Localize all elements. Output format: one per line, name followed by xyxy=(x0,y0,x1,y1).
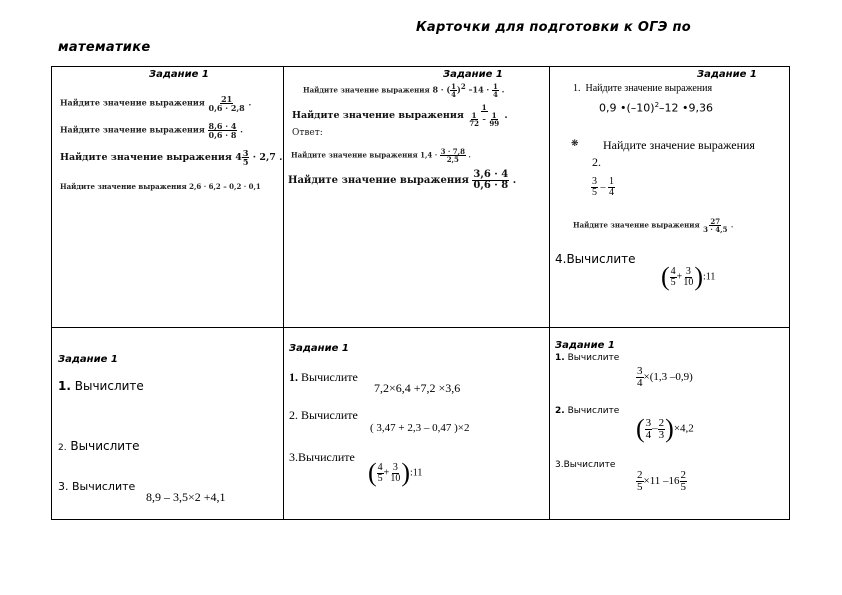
fraction: $\frac{4}{5}$ xyxy=(377,461,383,484)
task-text: Найдите значение выражения xyxy=(573,220,700,230)
card-3-task-2-expression: $\frac{3}{5}$ – $\frac{1}{4}$ xyxy=(592,176,614,198)
card-5-item-2-expression: ( 3,47 + 2,3 – 0,47 )×2 xyxy=(370,422,470,434)
card-6-item-3: 3.Вычислите xyxy=(555,460,616,470)
card-5-item-1: 1. Вычислите xyxy=(289,370,358,384)
fraction: $\frac{21}{0,6 \cdot 2,8}$ xyxy=(208,94,245,113)
fraction: $\frac{3}{5}$ xyxy=(592,176,597,198)
fraction: $\frac{1}{4}$ xyxy=(493,82,498,100)
card-3-header: Задание 1 xyxy=(697,69,757,80)
card-3-task-4-expression: ( $\frac{4}{5}$ + $\frac{3}{10}$ ):11 xyxy=(661,262,716,291)
page-title-line-1: Карточки для подготовки к ОГЭ по xyxy=(416,20,691,35)
card-6-item-2-expression: ( $\frac{3}{4}$ – $\frac{2}{3}$ )×4,2 xyxy=(636,414,694,443)
task-text: Найдите значение выражения xyxy=(60,152,232,163)
fraction: $\frac{3}{10}$ xyxy=(683,265,694,288)
card-4-item-3: 3. Вычислите xyxy=(58,480,136,493)
complex-fraction: 1 $\frac{1}{72}$ – $\frac{1}{99}$ xyxy=(469,103,500,128)
card-1-task-2: Найдите значение выражения $\frac{8,6 \cdot 4}{0,6 \cdot 8}$ . xyxy=(60,121,243,140)
cards-table xyxy=(51,66,790,520)
page-title-line-2: математике xyxy=(58,40,151,55)
task-text: Найдите значение выражения xyxy=(291,150,418,160)
card-4-item-2: 2. Вычислите xyxy=(58,439,140,453)
card-3-task-1: 1. Найдите значение выражения xyxy=(573,83,713,94)
card-2-task-2: Найдите значение выражения 1 $\frac{1}{72}$ – $\frac{1}{99}$ . xyxy=(292,103,508,128)
card-4-item-1: 1. Вычислите xyxy=(58,379,144,393)
fraction: $\frac{8,6 \cdot 4}{0,6 \cdot 8}$ xyxy=(208,121,237,140)
card-2-header: Задание 1 xyxy=(443,69,503,80)
fraction: $\frac{3,6 \cdot 4}{0,6 \cdot 8}$ xyxy=(473,169,509,191)
card-3-bullet-icon: ❋ xyxy=(571,139,579,149)
card-6-header: Задание 1 xyxy=(555,340,615,351)
card-6-item-2: 2. Вычислите xyxy=(555,406,620,416)
task-text: Найдите значение выражения xyxy=(292,110,464,121)
fraction: $\frac{3}{4}$ xyxy=(637,365,643,389)
table-border-bottom xyxy=(51,519,790,520)
fraction: $\frac{2}{3}$ xyxy=(658,416,665,441)
table-divider-1 xyxy=(283,66,284,520)
card-5-item-1-expression: 7,2×6,4 +7,2 ×3,6 xyxy=(374,381,461,395)
card-4-item-3-expression: 8,9 – 3,5×2 +4,1 xyxy=(146,490,226,504)
card-5-item-3-expression: ( $\frac{4}{5}$ + $\frac{3}{10}$ ):11 xyxy=(368,458,423,487)
fraction: $\frac{2}{5}$ xyxy=(637,469,643,493)
table-row-divider xyxy=(51,327,790,328)
fraction: $\frac{2}{5}$ xyxy=(680,469,687,493)
card-3-task-1-expression: 0,9 $•(-10)^2-12$ •9,36 xyxy=(599,101,714,115)
card-6-item-1: 1. Вычислите xyxy=(555,353,620,363)
task-text: Найдите значение выражения xyxy=(288,175,469,186)
table-border-left xyxy=(51,66,52,520)
card-6-item-1-expression: $\frac{3}{4}$ ×(1,3 –0,9) xyxy=(637,365,693,389)
card-2-task-1: Найдите значение выражения 8 · ( $\frac{1}{4}$ )$^2$ –14 · $\frac{1}{4}$ . xyxy=(303,82,505,100)
whole-part: 4 xyxy=(235,152,242,163)
task-text: Найдите значение выражения xyxy=(585,83,713,94)
task-text: Найдите значение выражения xyxy=(303,85,430,95)
fraction: $\frac{1}{4}$ xyxy=(609,176,614,198)
fraction: $\frac{3 \cdot 7,8}{2,5}$ xyxy=(440,147,465,164)
fraction: $\frac{3}{5}$ xyxy=(242,148,249,167)
expression: 2,6 · 6,2 – 0,2 · 0,1 xyxy=(189,182,261,191)
table-divider-2 xyxy=(549,66,550,520)
card-1-task-3 xyxy=(60,149,282,166)
expression-tail: · 2,7 . xyxy=(252,152,283,163)
task-text: Найдите значение выражения xyxy=(60,182,187,191)
card-3-task-3: Найдите значение выражения $\frac{27}{3 \cdot 4,5}$ . xyxy=(573,217,734,234)
card-3-task-4-label: 4.Вычислите xyxy=(555,252,636,266)
card-2-task-4: Найдите значение выражения $\frac{3,6 \cdot 4}{0,6 \cdot 8}$ . xyxy=(288,169,517,191)
fraction: $\frac{4}{5}$ xyxy=(670,265,676,288)
card-2-answer-label: Ответ: xyxy=(292,128,323,138)
table-border-top xyxy=(51,66,790,67)
card-5-header: Задание 1 xyxy=(289,343,349,354)
card-6-item-3-expression: $\frac{2}{5}$ ×11 –16 $\frac{2}{5}$ xyxy=(637,469,687,493)
card-3-task-2-label: 2. xyxy=(592,155,601,169)
table-border-right xyxy=(789,66,790,520)
fraction: $\frac{27}{3 \cdot 4,5}$ xyxy=(703,217,728,234)
card-1-task-4 xyxy=(60,182,261,191)
task-text: Найдите значение выражения xyxy=(60,97,205,108)
card-1-task-1: Найдите значение выражения $\frac{21}{0,6 \cdot 2,8}$ . xyxy=(60,94,252,113)
card-5-item-3: 3.Вычислите xyxy=(289,450,355,464)
card-1-header: Задание 1 xyxy=(149,69,209,80)
fraction: $\frac{3}{10}$ xyxy=(390,461,401,484)
card-3-task-2-text: Найдите значение выражения xyxy=(603,138,755,152)
fraction: $\frac{1}{4}$ xyxy=(451,82,457,100)
card-2-task-3: Найдите значение выражения 1,4 · $\frac{3 \cdot 7,8}{2,5}$ . xyxy=(291,147,471,164)
card-4-header: Задание 1 xyxy=(58,354,118,365)
fraction: $\frac{3}{4}$ xyxy=(645,416,652,441)
card-5-item-2: 2. Вычислите xyxy=(289,408,358,422)
task-text: Найдите значение выражения xyxy=(60,124,205,135)
